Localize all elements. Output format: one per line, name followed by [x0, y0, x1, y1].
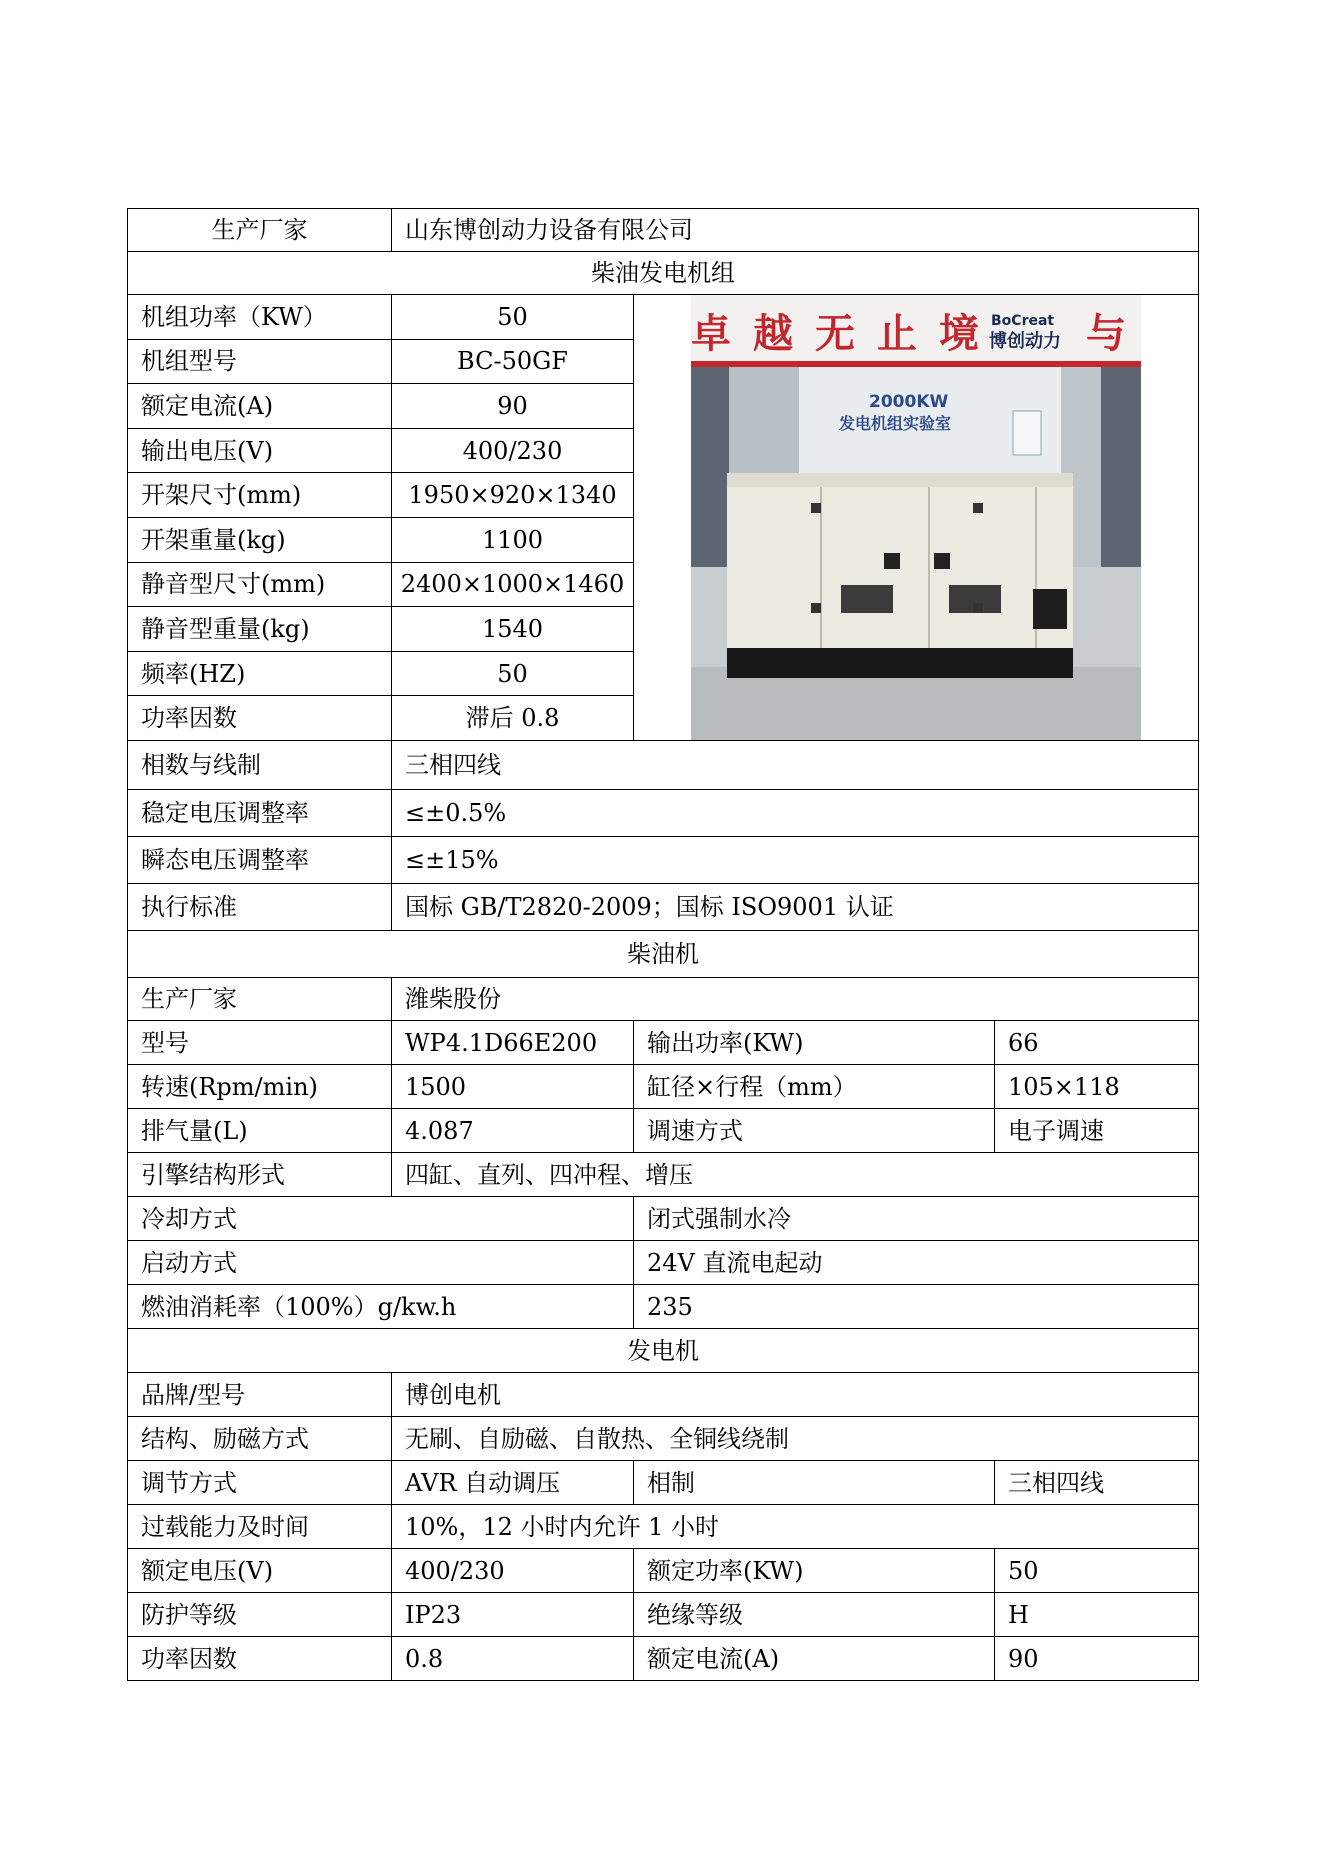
manufacturer-value: 山东博创动力设备有限公司	[392, 209, 1199, 252]
alternator-label: 额定电压(V)	[128, 1549, 392, 1593]
genset-value: 2400×1000×1460	[392, 562, 634, 607]
section-heading-alternator	[128, 1329, 1199, 1373]
engine-half-value: 24V 直流电起动	[634, 1241, 1199, 1285]
table-row	[128, 295, 1199, 340]
genset-wide-value: ≤±15%	[392, 837, 1199, 884]
engine-label: 转速(Rpm/min)	[128, 1065, 392, 1109]
wall-sign-line2: 发电机组实验室	[839, 414, 952, 433]
table-row	[128, 1285, 1199, 1329]
engine-manufacturer-value: 潍柴股份	[392, 978, 1199, 1021]
engine-half-value: 闭式强制水冷	[634, 1197, 1199, 1241]
genset-value: BC-50GF	[392, 339, 634, 384]
banner-text: 卓越无止境	[691, 311, 1001, 357]
alternator-value: 400/230	[392, 1549, 634, 1593]
table-row	[128, 837, 1199, 884]
engine-label: 缸径×行程（mm）	[634, 1065, 995, 1109]
table-row	[128, 1241, 1199, 1285]
genset-value: 1100	[392, 517, 634, 562]
alternator-excitation-label: 结构、励磁方式	[128, 1417, 392, 1461]
engine-half-label: 燃油消耗率（100%）g/kw.h	[128, 1285, 634, 1329]
engine-value: 1500	[392, 1065, 634, 1109]
engine-manufacturer-label: 生产厂家	[128, 978, 392, 1021]
alternator-label: 防护等级	[128, 1593, 392, 1637]
genset-label: 功率因数	[128, 696, 392, 741]
table-row	[128, 790, 1199, 837]
alternator-value: H	[995, 1593, 1199, 1637]
genset-wide-label: 瞬态电压调整率	[128, 837, 392, 884]
banner-tail: 与	[1086, 311, 1126, 357]
alternator-label: 相制	[634, 1461, 995, 1505]
alternator-heading: 发电机	[128, 1329, 1199, 1373]
brand-latin: BoCreat	[991, 313, 1055, 329]
genset-value: 1950×920×1340	[392, 473, 634, 518]
alternator-label: 绝缘等级	[634, 1593, 995, 1637]
table-row	[128, 1417, 1199, 1461]
section-heading-engine	[128, 931, 1199, 978]
alternator-value: 50	[995, 1549, 1199, 1593]
genset-value: 90	[392, 384, 634, 429]
genset-label: 频率(HZ)	[128, 651, 392, 696]
genset-wide-label: 稳定电压调整率	[128, 790, 392, 837]
genset-label: 静音型尺寸(mm)	[128, 562, 392, 607]
engine-heading: 柴油机	[128, 931, 1199, 978]
genset-value: 1540	[392, 607, 634, 652]
alternator-value: IP23	[392, 1593, 634, 1637]
table-row	[128, 1505, 1199, 1549]
section-heading-genset	[128, 252, 1199, 295]
genset-wide-value: 国标 GB/T2820-2009；国标 ISO9001 认证	[392, 884, 1199, 931]
genset-wide-label: 相数与线制	[128, 741, 392, 790]
genset-label: 机组型号	[128, 339, 392, 384]
engine-label: 型号	[128, 1021, 392, 1065]
alternator-overload-label: 过载能力及时间	[128, 1505, 392, 1549]
genset-heading: 柴油发电机组	[128, 252, 1199, 295]
alternator-value: AVR 自动调压	[392, 1461, 634, 1505]
table-row	[128, 1065, 1199, 1109]
engine-structure-value: 四缸、直列、四冲程、增压	[392, 1153, 1199, 1197]
engine-value: 电子调速	[995, 1109, 1199, 1153]
table-row	[128, 1549, 1199, 1593]
alternator-overload-value: 10%，12 小时内允许 1 小时	[392, 1505, 1199, 1549]
engine-half-label: 冷却方式	[128, 1197, 634, 1241]
alternator-label: 额定电流(A)	[634, 1637, 995, 1681]
table-row	[128, 1153, 1199, 1197]
engine-half-value: 235	[634, 1285, 1199, 1329]
table-row	[128, 884, 1199, 931]
manufacturer-label: 生产厂家	[128, 209, 392, 252]
genset-value: 滞后 0.8	[392, 696, 634, 741]
genset-wide-value: 三相四线	[392, 741, 1199, 790]
generator-photo	[691, 295, 1141, 740]
genset-label: 开架尺寸(mm)	[128, 473, 392, 518]
genset-label: 输出电压(V)	[128, 428, 392, 473]
genset-value: 400/230	[392, 428, 634, 473]
genset-label: 额定电流(A)	[128, 384, 392, 429]
alternator-value: 0.8	[392, 1637, 634, 1681]
genset-label: 开架重量(kg)	[128, 517, 392, 562]
table-row	[128, 1461, 1199, 1505]
table-row	[128, 1373, 1199, 1417]
table-row	[128, 1197, 1199, 1241]
genset-value: 50	[392, 295, 634, 340]
alternator-brand-value: 博创电机	[392, 1373, 1199, 1417]
engine-value: WP4.1D66E200	[392, 1021, 634, 1065]
table-row	[128, 1021, 1199, 1065]
wall-sign-line1: 2000KW	[869, 392, 949, 412]
engine-value: 66	[995, 1021, 1199, 1065]
engine-label: 调速方式	[634, 1109, 995, 1153]
engine-structure-label: 引擎结构形式	[128, 1153, 392, 1197]
table-row	[128, 1637, 1199, 1681]
genset-label: 机组功率（KW）	[128, 295, 392, 340]
engine-half-label: 启动方式	[128, 1241, 634, 1285]
engine-value: 105×118	[995, 1065, 1199, 1109]
alternator-label: 功率因数	[128, 1637, 392, 1681]
table-row	[128, 1593, 1199, 1637]
table-row	[128, 1109, 1199, 1153]
spec-table	[127, 208, 1199, 1681]
engine-label: 输出功率(KW)	[634, 1021, 995, 1065]
alternator-value: 三相四线	[995, 1461, 1199, 1505]
brand-cn: 博创动力	[989, 331, 1061, 352]
engine-value: 4.087	[392, 1109, 634, 1153]
genset-wide-label: 执行标准	[128, 884, 392, 931]
table-row	[128, 978, 1199, 1021]
alternator-brand-label: 品牌/型号	[128, 1373, 392, 1417]
generator-photo-cell	[634, 295, 1199, 741]
genset-value: 50	[392, 651, 634, 696]
table-row	[128, 741, 1199, 790]
alternator-label: 调节方式	[128, 1461, 392, 1505]
alternator-value: 90	[995, 1637, 1199, 1681]
genset-wide-value: ≤±0.5%	[392, 790, 1199, 837]
genset-label: 静音型重量(kg)	[128, 607, 392, 652]
engine-label: 排气量(L)	[128, 1109, 392, 1153]
alternator-excitation-value: 无刷、自励磁、自散热、全铜线绕制	[392, 1417, 1199, 1461]
row-manufacturer	[128, 209, 1199, 252]
alternator-label: 额定功率(KW)	[634, 1549, 995, 1593]
